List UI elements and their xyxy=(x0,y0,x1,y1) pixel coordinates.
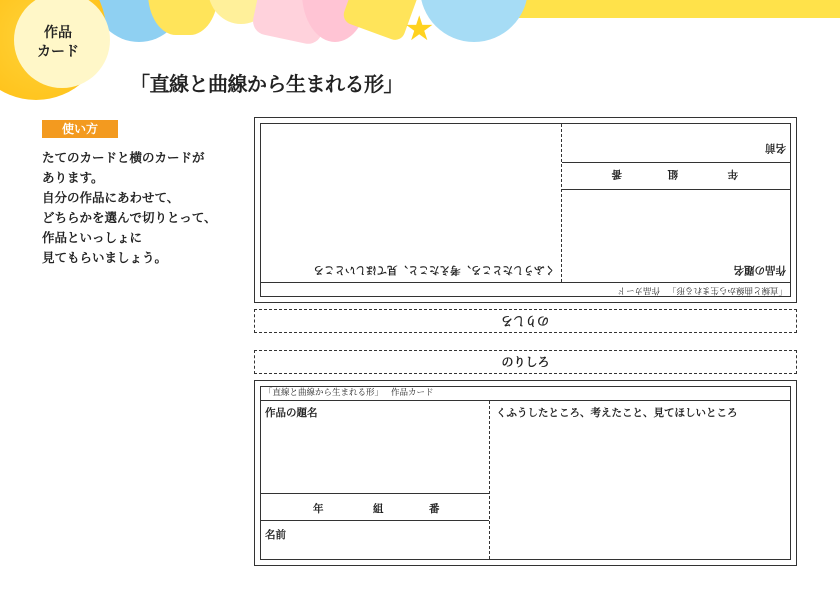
card-header xyxy=(261,282,790,296)
number-label: 番 xyxy=(611,168,622,180)
work-title-label: 作品の題名 xyxy=(733,264,786,276)
badge-line-2: カード xyxy=(37,44,79,60)
instruction-line: どちらかを選んで切りとって、 xyxy=(42,210,217,225)
glue-label: のりしろ xyxy=(501,355,550,369)
name-label: 名前 xyxy=(265,529,286,541)
card-top-inner xyxy=(260,123,791,297)
star-icon: ★ xyxy=(404,9,435,49)
card-header xyxy=(261,387,790,401)
instruction-line: たてのカードと横のカードが xyxy=(42,150,205,165)
card-header-title: 「直線と曲線から生まれる形」 xyxy=(667,285,787,295)
page-title: 「直線と曲線から生まれる形」 xyxy=(130,72,403,96)
notes-label: くふうしたところ、考えたこと、見てほしいところ xyxy=(496,407,738,419)
year-label: 年 xyxy=(727,168,738,180)
card-top xyxy=(254,117,797,303)
instruction-line: 見てもらいましょう。 xyxy=(42,250,168,265)
howto-tag: 使い方 xyxy=(42,120,118,138)
name-label: 名前 xyxy=(765,142,786,154)
top-yellow-band xyxy=(500,0,840,18)
card-right-column xyxy=(490,401,790,559)
decor-blue-large-circle xyxy=(420,0,528,42)
card-left-column xyxy=(561,124,790,282)
glue-margin-bottom xyxy=(254,350,797,374)
instruction-line: あります。 xyxy=(42,170,104,185)
year-label: 年 xyxy=(313,503,324,515)
badge-text xyxy=(18,24,98,62)
card-bottom xyxy=(254,380,797,566)
card-bottom-inner xyxy=(260,386,791,560)
instruction-line: 作品といっしょに xyxy=(42,230,143,245)
number-label: 番 xyxy=(429,503,440,515)
instructions xyxy=(42,148,242,268)
card-header-label: 作品カード xyxy=(617,285,660,295)
badge-line-1: 作品 xyxy=(44,25,72,41)
card-right-column xyxy=(261,124,561,282)
card-header-title: 「直線と曲線から生まれる形」 xyxy=(264,388,384,398)
notes-label: くふうしたところ、考えたこと、見てほしいところ xyxy=(313,264,555,276)
year-class-number-row xyxy=(261,493,489,521)
glue-label: のりしろ xyxy=(501,314,550,328)
class-label: 組 xyxy=(667,168,678,180)
glue-margin-top xyxy=(254,309,797,333)
card-left-column xyxy=(261,401,490,559)
class-label: 組 xyxy=(373,503,384,515)
work-title-label: 作品の題名 xyxy=(265,407,318,419)
instruction-line: 自分の作品にあわせて、 xyxy=(42,190,180,205)
card-header-label: 作品カード xyxy=(391,388,434,398)
year-class-number-row xyxy=(562,162,790,190)
